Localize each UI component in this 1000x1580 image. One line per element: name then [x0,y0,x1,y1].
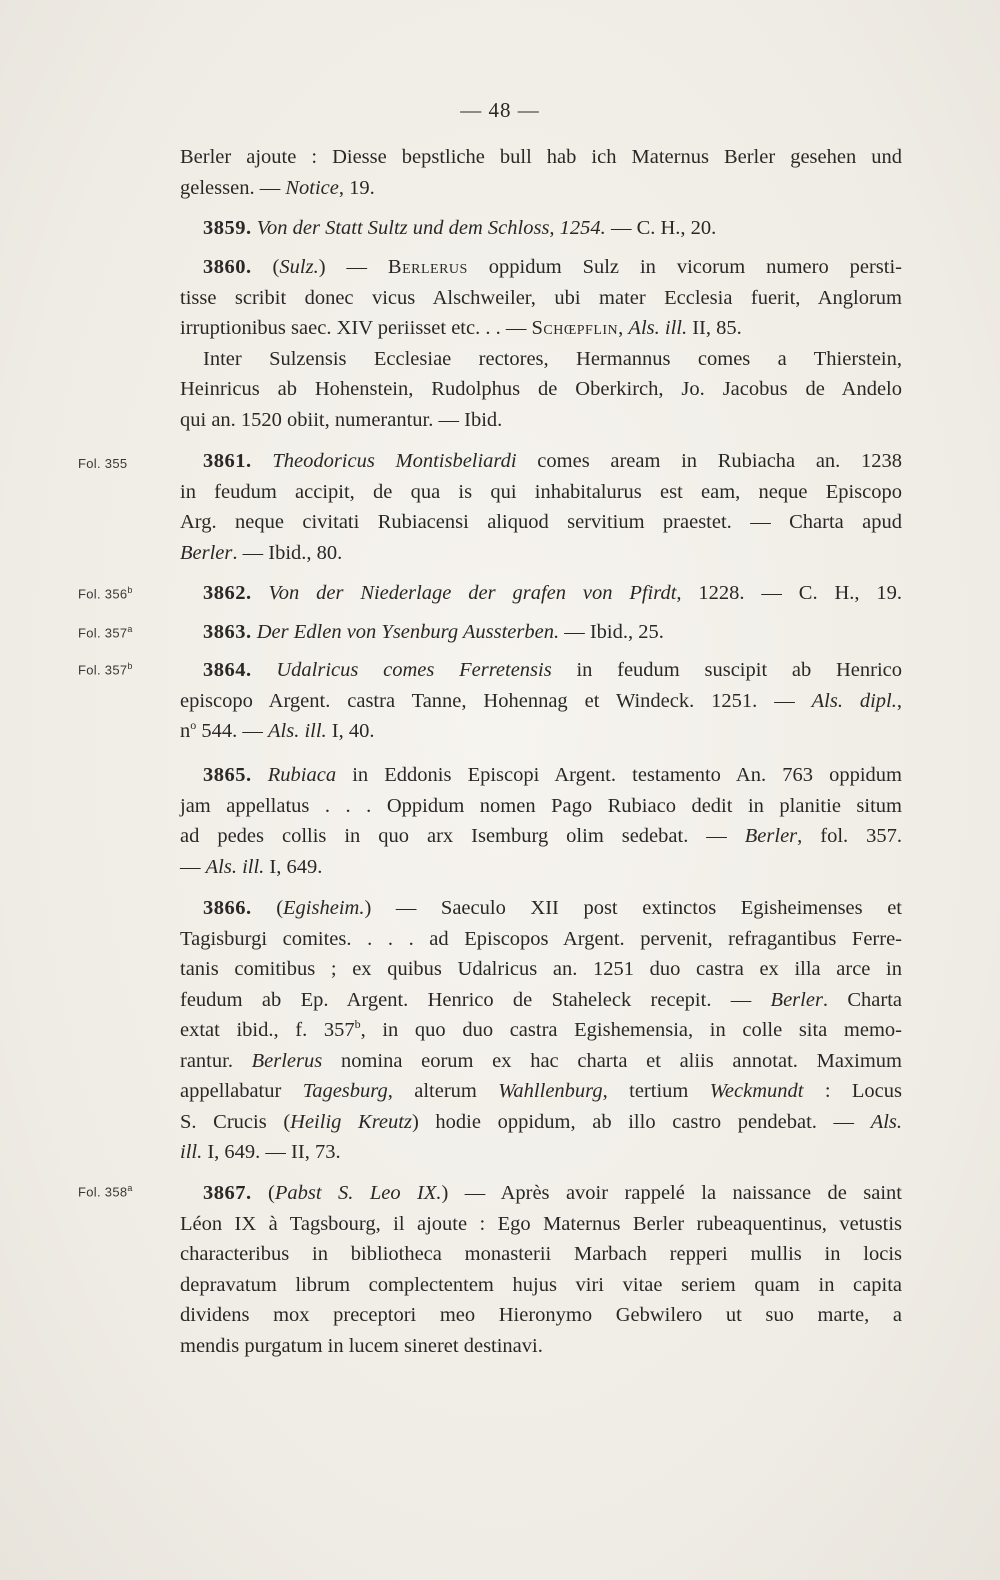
entry-3866: 3866. (Egisheim.) — Saeculo XII post extinctos Egisheimenses et Tagisburgi comites. . . . ad Episcopos Argent. pervenit, refragantibus Ferre- tanis comitibus ; ex quibus Udalricus an. 1251 duo castra ex illa arce in feudum ab Ep. Argent. Henrico de Staheleck recepit. — Berler. Charta extat ibid., f. 357$^b$, in quo duo castra Egishemensia, in colle sita memo- rantur. Berlerus nomina eorum ex hac charta et aliis annotat. Maximum appellabatur Tagesburg, alterum Wahllenburg, tertium Weckmundt : Locus S. Crucis (Heilig Kreutz) hodie oppidum, ab illo castro pendebat. — Als. ill. I, 649. — II, 73. [180,897,903,1163]
page-number: — 48 — [460,98,540,122]
entry-3865: 3865. Rubiaca in Eddonis Episcopi Argent. testamento An. 763 oppidum jam appellatus . . . Oppidum nomen Pago Rubiaco dedit in planitie situm ad pedes collis in quo arx Isemburg olim sedebat. — Berler, fol. 357. — Als. ill. I, 649. [180,764,902,878]
entry-number: 3860. [203,256,252,278]
entry-number: 3861. [203,450,252,472]
entry-3867: 3867. (Pabst S. Leo IX.) — Après avoir rappelé la naissance de saint Léon IX à Tagsbourg, il ajoute : Ego Maternus Berler rubeaquentinus, vetustis characteribus in bibliotheca monasterii Marbach repperi mullis in locis depravatum librum complectentem hujus viri vitae seriem quam in capita dividens mox preceptori meo Hieronymo Gebwilero ut suo marte, a mendis purgatum in lucem sineret destinavi. [180,1182,902,1357]
entry-3862: 3862. Von der Niederlage der grafen von Pfirdt, 1228. — C. H., 19. [203,582,902,604]
entry-number: 3866. [203,897,252,919]
margin-note-fol-357b: Fol. 357$^b$ [78,661,133,678]
entry-3860: 3860. (Sulz.) — Berlerus oppidum Sulz in vicorum numero persti- tisse scribit donec vicus Alschweiler, ubi mater Ecclesia fuerit, Anglorum irruptionibus saec. XIV periisset etc. . . — Schœpflin, Als. ill. II, 85. Inter Sulzensis Ecclesiae rectores, Hermannus comes a Thierstein, Heinricus ab Hohenstein, Rudolphus de Oberkirch, Jo. Jacobus de Andelo qui an. 1520 obiit, numerantur. — Ibid. [180,256,903,431]
paragraph-intro: Berler ajoute : Diesse bepstliche bull hab ich Maternus Berler gesehen und gelessen. — Notice, 19. [180,146,902,199]
entry-3863: 3863. Der Edlen von Ysenburg Aussterben. — Ibid., 25. [203,621,664,643]
margin-note-fol-358a: Fol. 358$^a$ [78,1183,133,1200]
entry-number: 3863. [203,621,252,643]
margin-note-fol-357a: Fol. 357$^a$ [78,624,133,641]
margin-note-fol-355: Fol. 355 [78,456,128,471]
entry-3861: 3861. Theodoricus Montisbeliardi comes aream in Rubiacha an. 1238 in feudum accipit, de qua is qui inhabitalurus est eam, neque Episcopo Arg. neque civitati Rubiacensi aliquod servitium praestet. — Charta apud Berler. — Ibid., 80. [180,450,902,564]
entry-3859: 3859. Von der Statt Sultz und dem Schloss, 1254. — C. H., 20. [203,217,717,239]
entry-number: 3864. [203,659,252,681]
entry-number: 3859. [203,217,252,239]
entry-number: 3865. [203,764,252,786]
entry-number: 3867. [203,1182,252,1204]
margin-note-fol-356b: Fol. 356$^b$ [78,585,133,602]
entry-number: 3862. [203,582,252,604]
entry-3864: 3864. Udalricus comes Ferretensis in feudum suscipit ab Henrico episcopo Argent. castra Tanne, Hohennag et Windeck. 1251. — Als. dipl., $n^o$ 544. — Als. ill. I, 40. [180,659,903,742]
